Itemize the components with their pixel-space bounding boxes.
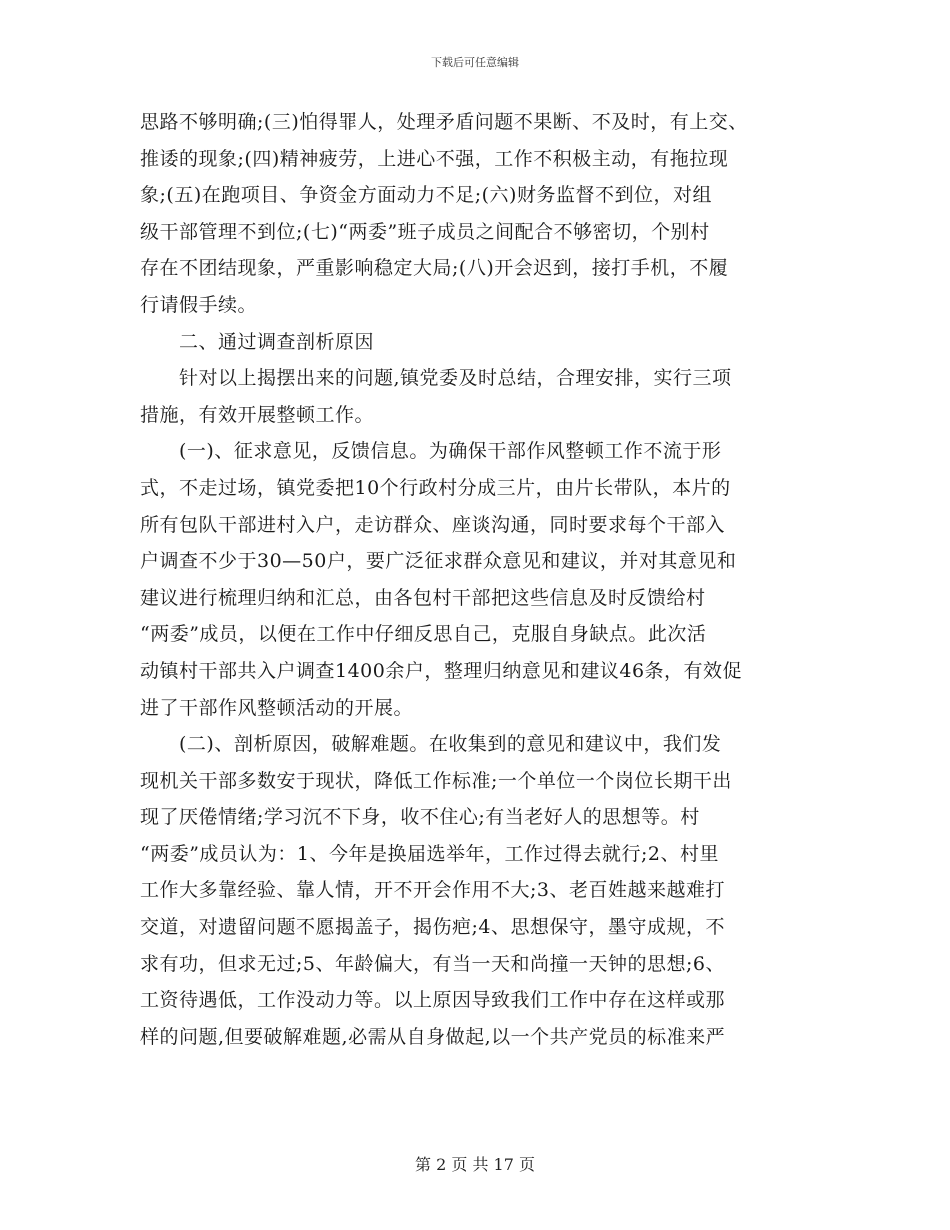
text-line: 式，不走过场，镇党委把10个行政村分成三片，由片长带队，本片的 (140, 476, 731, 499)
text-line: 进了干部作风整顿活动的开展。 (140, 696, 414, 719)
text-line: (一)、征求意见，反馈信息。为确保干部作风整顿工作不流于形 (140, 440, 722, 463)
text-line: 工作大多靠经验、靠人情，开不开会作用不大;3、老百姓越来越难打 (140, 879, 725, 902)
page-header-note: 下载后可任意编辑 (431, 56, 519, 69)
text-line: 工资待遇低，工作没动力等。以上原因导致我们工作中存在这样或那 (140, 989, 726, 1012)
text-line: 所有包队干部进村入户，走访群众、座谈沟通，同时要求每个干部入 (140, 513, 726, 536)
text-line: 动镇村干部共入户调查1400余户，整理归纳意见和建议46条，有效促 (140, 659, 743, 682)
text-line: 措施，有效开展整顿工作。 (140, 403, 375, 426)
text-line: 象;(五)在跑项目、争资金方面动力不足;(六)财务监督不到位，对组 (140, 184, 712, 207)
text-line: 户调查不少于30—50户，要广泛征求群众意见和建议，并对其意见和 (140, 550, 737, 573)
text-line: 级干部管理不到位;(七)“两委”班子成员之间配合不够密切，个别村 (140, 220, 710, 243)
text-line: 思路不够明确;(三)怕得罪人，处理矛盾问题不果断、不及时，有上交、 (140, 111, 748, 133)
text-line: (二)、剖析原因，破解难题。在收集到的意见和建议中，我们发 (140, 733, 722, 756)
text-line: 现了厌倦情绪;学习沉不下身，收不住心;有当老好人的思想等。村 (140, 806, 700, 829)
text-line: 样的问题,但要破解难题,必需从自身做起,以一个共产党员的标准来严 (140, 1025, 726, 1048)
text-line: 行请假手续。 (140, 293, 258, 316)
text-line: “两委”成员，以便在工作中仔细反思自己，克服自身缺点。此次活 (140, 623, 707, 646)
text-line: 交道，对遗留问题不愿揭盖子，揭伤疤;4、思想保守，墨守成规，不 (140, 916, 725, 939)
section-heading: 二、通过调查剖析原因 (140, 330, 375, 353)
text-line: 求有功，但求无过;5、年龄偏大，有当一天和尚撞一天钟的思想;6、 (140, 952, 725, 975)
text-line: “两委”成员认为：1、今年是换届选举年，工作过得去就行;2、村里 (140, 842, 720, 865)
page-number-footer: 第 2 页 共 17 页 (415, 1155, 535, 1174)
text-line: 针对以上揭摆出来的问题,镇党委及时总结，合理安排，实行三项 (140, 367, 732, 390)
text-line: 建议进行梳理归纳和汇总，由各包村干部把这些信息及时反馈给村 (140, 586, 706, 609)
text-line: 推诿的现象;(四)精神疲劳，上进心不强，工作不积极主动，有拖拉现 (140, 147, 729, 170)
text-line: 现机关干部多数安于现状，降低工作标准;一个单位一个岗位长期干出 (140, 769, 732, 792)
text-line: 存在不团结现象，严重影响稳定大局;(八)开会迟到，接打手机，不履 (140, 257, 729, 280)
document-body (140, 104, 816, 1055)
